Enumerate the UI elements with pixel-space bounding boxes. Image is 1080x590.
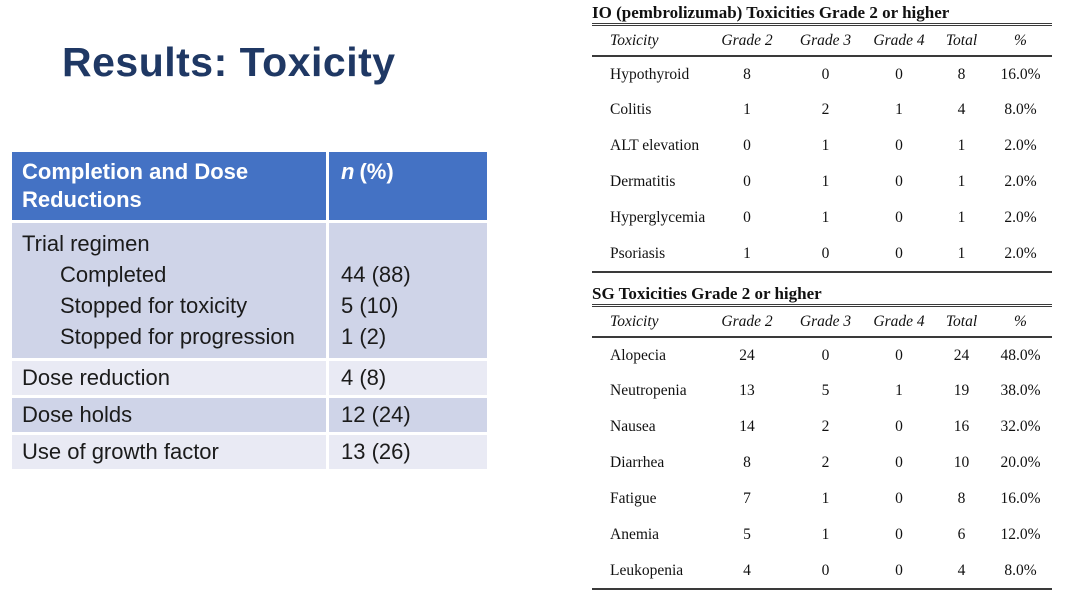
column-header: Toxicity: [592, 307, 707, 337]
row-sublabel: Stopped for progression: [60, 324, 295, 349]
io-table: [592, 26, 1052, 273]
toxicity-value-cell: 0: [743, 209, 751, 226]
toxicity-value-cell: 1: [707, 236, 787, 272]
row-label: Trial regimen: [22, 231, 150, 256]
toxicity-value-cell: 0: [864, 553, 934, 589]
toxicity-name-cell: Dermatitis: [610, 173, 676, 190]
table-cell-growth-factor-value: [329, 435, 487, 469]
io-table-title: IO (pembrolizumab) Toxicities Grade 2 or higher: [592, 3, 1052, 26]
toxicity-name-cell: Anemia: [610, 526, 660, 543]
table-header-cell-n-pct: [329, 152, 487, 220]
toxicity-value-cell: 2.0%: [1004, 173, 1037, 190]
toxicity-value-cell: 2.0%: [1004, 209, 1037, 226]
table-cell-dose-holds: [12, 398, 326, 432]
toxicity-value-cell: 2: [821, 101, 830, 118]
toxicity-value-cell: 2: [821, 418, 830, 435]
toxicity-value-cell: 1: [821, 490, 830, 507]
toxicity-value-cell: 1: [895, 382, 903, 399]
toxicity-value-cell: 1: [934, 236, 989, 272]
toxicity-value-cell: 1: [895, 101, 903, 118]
row-value: 12 (24): [341, 402, 411, 427]
table-row: [592, 236, 1052, 272]
toxicity-value-cell: 24: [953, 346, 970, 364]
toxicity-value-cell: 7: [743, 490, 751, 507]
toxicity-value-cell: 0: [743, 173, 751, 190]
toxicity-value-cell: 4: [934, 553, 989, 589]
row-sublabel: Completed: [60, 262, 167, 287]
toxicity-value-cell: 0: [895, 418, 903, 435]
toxicity-name-cell: Nausea: [610, 418, 656, 435]
toxicity-value-cell: 8.0%: [1004, 101, 1037, 118]
toxicity-tables: [592, 3, 1052, 590]
toxicity-name-cell: Psoriasis: [592, 236, 707, 272]
header-n: n: [341, 159, 355, 184]
column-header: %: [989, 26, 1052, 56]
row-value: 1 (2): [341, 324, 387, 349]
row-sublabel: Stopped for toxicity: [60, 293, 248, 318]
table-row: [592, 517, 1052, 553]
row-value: 4 (8): [341, 365, 387, 390]
column-header: Grade 3: [787, 307, 864, 337]
toxicity-value-cell: 1: [957, 137, 966, 154]
table-row: [592, 164, 1052, 200]
column-header: Grade 4: [864, 307, 934, 337]
toxicity-name-cell: Hypothyroid: [610, 65, 690, 83]
toxicity-name-cell: Colitis: [610, 101, 652, 118]
table-row: [592, 481, 1052, 517]
toxicity-value-cell: 24: [739, 346, 755, 364]
table-row: [592, 373, 1052, 409]
toxicity-name-cell: Diarrhea: [610, 454, 665, 471]
toxicity-name-cell: Leukopenia: [592, 553, 707, 589]
toxicity-value-cell: 2.0%: [989, 236, 1052, 272]
table-row: [592, 56, 1052, 92]
toxicity-value-cell: 0: [895, 526, 903, 543]
header-label: Completion and Dose Reductions: [22, 159, 249, 212]
table-row: [592, 128, 1052, 164]
toxicity-value-cell: 13: [739, 382, 755, 399]
table-cell-trial-regimen-values: [329, 223, 487, 358]
toxicity-value-cell: 20.0%: [1000, 454, 1041, 471]
table-row: [592, 92, 1052, 128]
toxicity-value-cell: 1: [957, 173, 966, 190]
header-pct: (%): [359, 159, 394, 184]
toxicity-value-cell: 5: [743, 526, 751, 543]
sg-toxicity-table: [592, 284, 1052, 590]
toxicity-value-cell: 0: [895, 137, 903, 154]
toxicity-value-cell: 1: [821, 209, 830, 226]
column-header: %: [989, 307, 1052, 337]
column-header: Grade 2: [707, 26, 787, 56]
column-header: Total: [934, 307, 989, 337]
table-cell-dose-holds-value: [329, 398, 487, 432]
toxicity-value-cell: 0: [787, 553, 864, 589]
toxicity-name-cell: Hyperglycemia: [610, 209, 706, 226]
toxicity-value-cell: 14: [739, 418, 755, 435]
toxicity-value-cell: 2: [821, 454, 830, 471]
toxicity-value-cell: 16.0%: [1000, 490, 1041, 507]
toxicity-value-cell: 0: [821, 65, 830, 83]
toxicity-value-cell: 8: [957, 65, 966, 83]
toxicity-value-cell: 5: [821, 382, 830, 399]
toxicity-value-cell: 0: [895, 346, 903, 364]
column-header: Total: [934, 26, 989, 56]
toxicity-value-cell: 10: [953, 454, 970, 471]
toxicity-value-cell: 8: [743, 65, 751, 83]
toxicity-value-cell: 0: [895, 173, 903, 190]
toxicity-value-cell: 0: [787, 236, 864, 272]
toxicity-value-cell: 48.0%: [1000, 346, 1041, 364]
row-label: Dose holds: [22, 402, 133, 427]
toxicity-value-cell: 38.0%: [1000, 382, 1041, 399]
toxicity-value-cell: 19: [953, 382, 970, 399]
toxicity-value-cell: 2.0%: [1004, 137, 1037, 154]
toxicity-value-cell: 0: [743, 137, 751, 154]
toxicity-name-cell: ALT elevation: [610, 137, 700, 154]
toxicity-name-cell: Fatigue: [610, 490, 657, 507]
column-header: Grade 4: [864, 26, 934, 56]
row-label: Use of growth factor: [22, 439, 219, 464]
column-header-row: [592, 26, 1052, 56]
toxicity-value-cell: 8: [743, 454, 751, 471]
slide-title: Results: Toxicity: [62, 39, 396, 85]
table-row: [592, 553, 1052, 589]
table-header-cell-label: [12, 152, 326, 220]
sg-table-body: [592, 337, 1052, 589]
toxicity-value-cell: 8.0%: [989, 553, 1052, 589]
table-cell-dose-reduction-value: [329, 361, 487, 395]
toxicity-value-cell: 1: [821, 137, 830, 154]
table-cell-trial-regimen: [12, 223, 326, 358]
row-value: 44 (88): [341, 262, 411, 287]
column-header: Grade 2: [707, 307, 787, 337]
row-value: 5 (10): [341, 293, 399, 318]
toxicity-value-cell: 0: [895, 65, 903, 83]
toxicity-value-cell: 0: [864, 236, 934, 272]
toxicity-value-cell: 1: [957, 209, 966, 226]
io-toxicity-table: [592, 3, 1052, 273]
table-row: [592, 445, 1052, 481]
toxicity-value-cell: 1: [743, 101, 751, 118]
toxicity-name-cell: Neutropenia: [610, 382, 687, 399]
column-header: Grade 3: [787, 26, 864, 56]
table-cell-growth-factor: [12, 435, 326, 469]
table-row: [592, 337, 1052, 373]
toxicity-value-cell: 6: [957, 526, 966, 543]
row-label: Dose reduction: [22, 365, 170, 390]
table-row: [592, 409, 1052, 445]
io-table-body: [592, 56, 1052, 272]
toxicity-value-cell: 16: [953, 418, 970, 435]
sg-table-title: SG Toxicities Grade 2 or higher: [592, 284, 1052, 307]
toxicity-value-cell: 4: [707, 553, 787, 589]
toxicity-value-cell: 1: [821, 173, 830, 190]
toxicity-value-cell: 32.0%: [1000, 418, 1041, 435]
toxicity-value-cell: 0: [895, 454, 903, 471]
toxicity-value-cell: 4: [957, 101, 966, 118]
column-header-row: [592, 307, 1052, 337]
column-header: Toxicity: [592, 26, 707, 56]
toxicity-value-cell: 1: [821, 526, 830, 543]
completion-dose-table: [12, 152, 487, 469]
table-cell-dose-reduction: [12, 361, 326, 395]
toxicity-name-cell: Alopecia: [610, 346, 666, 364]
toxicity-value-cell: 12.0%: [1000, 526, 1041, 543]
toxicity-value-cell: 8: [957, 490, 966, 507]
toxicity-value-cell: 0: [895, 490, 903, 507]
toxicity-value-cell: 16.0%: [1000, 65, 1041, 83]
toxicity-value-cell: 0: [821, 346, 830, 364]
toxicity-value-cell: 0: [895, 209, 903, 226]
table-row: [592, 200, 1052, 236]
sg-table: [592, 307, 1052, 590]
row-value: 13 (26): [341, 439, 411, 464]
